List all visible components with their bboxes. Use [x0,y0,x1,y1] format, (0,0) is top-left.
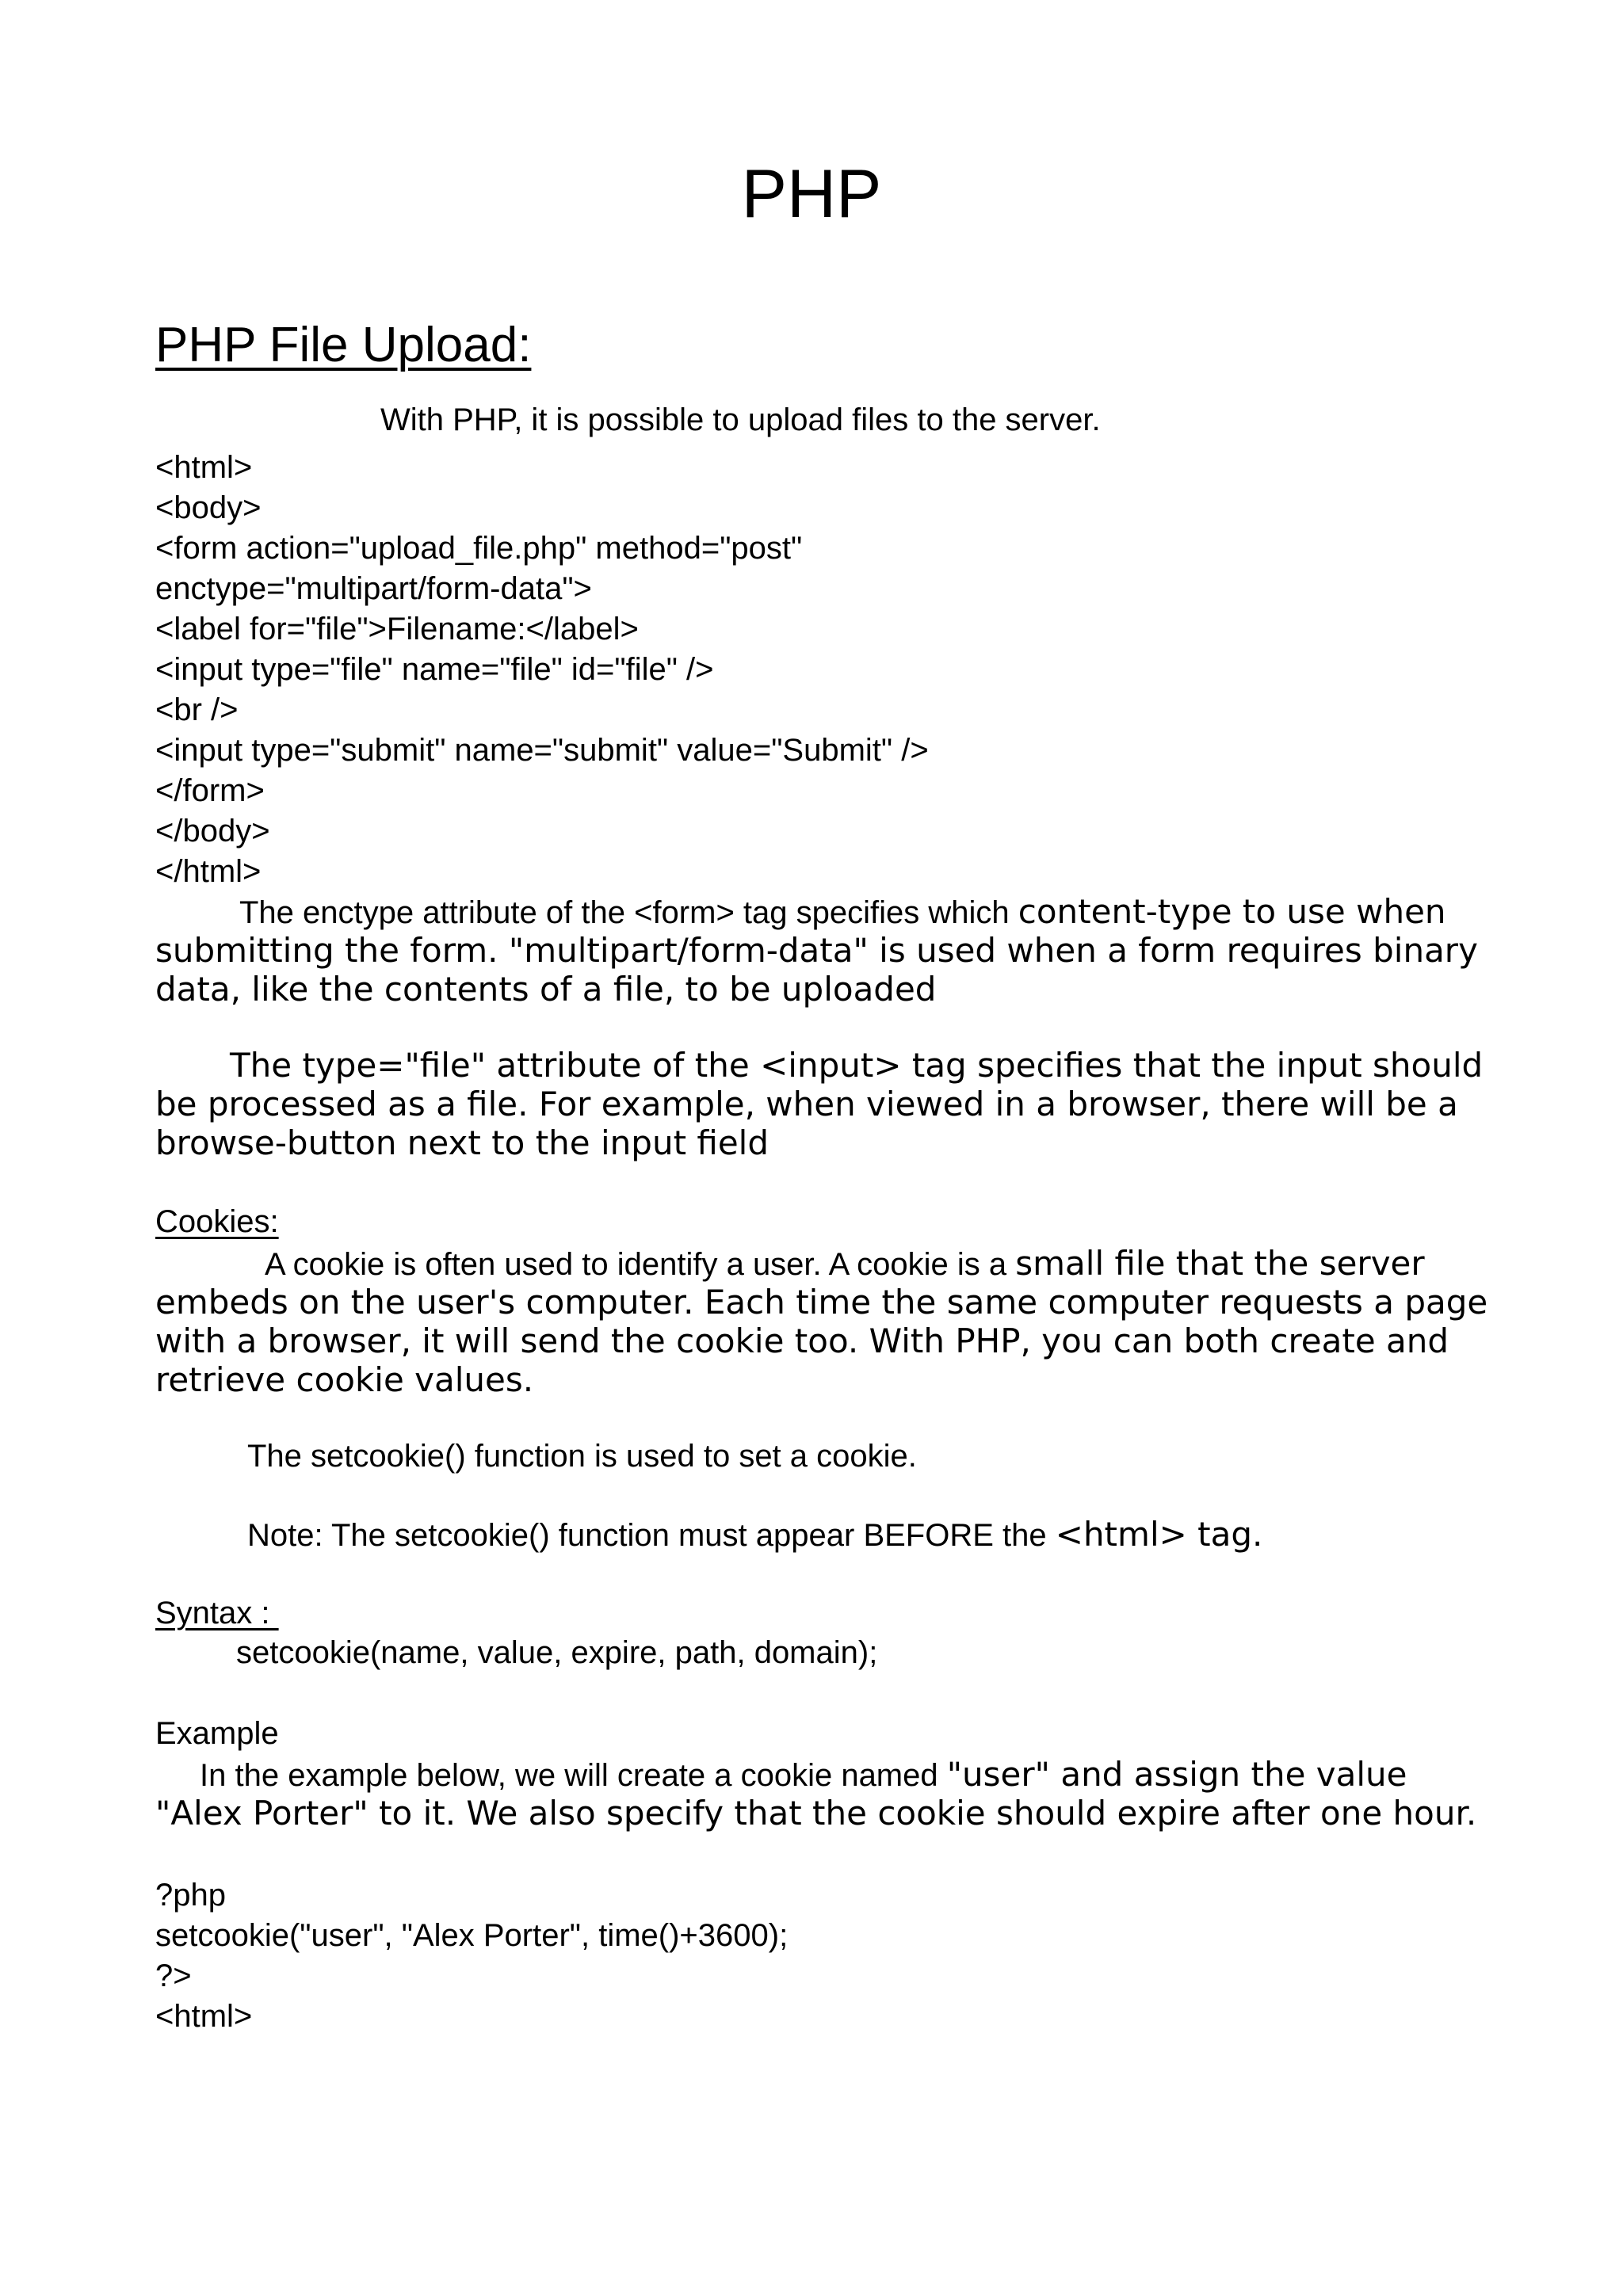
example-text-part: In the example below, we will create a cookie named [200,1758,947,1793]
example-code-line: ?> [155,1958,192,1993]
example-code-line: setcookie("user", "Alex Porter", time()+3600); [155,1918,789,1953]
code-line: <input type="file" name="file" id="file" /> [155,652,714,687]
cookies-text-part: A cookie is often used to identify a user. A cookie is a [265,1247,1016,1282]
note-text-part: <html> tag. [1055,1515,1263,1554]
code-line: enctype="multipart/form-data"> [155,571,592,606]
page-title: PHP [741,156,882,232]
code-line: </body> [155,814,270,849]
code-line: <form action="upload_file.php" method="post" [155,531,803,566]
setcookie-note [247,1515,1262,1554]
code-line: <input type="submit" name="submit" value="Submit" /> [155,733,929,768]
example-code-line: <html> [155,1999,253,2034]
code-line: <br /> [155,692,239,727]
syntax-heading: Syntax : [155,1596,279,1630]
cookies-paragraph-line: retrieve cookie values. [155,1360,534,1399]
cookies-paragraph-line: with a browser, it will send the cookie too. With PHP, you can both create and [155,1322,1449,1360]
code-line: <html> [155,450,253,485]
example-code-line: ?php [155,1878,226,1913]
example-paragraph-line [200,1755,1407,1794]
type-paragraph-line: browse-button next to the input field [155,1123,769,1162]
cookies-text-part: small file that the server [1015,1244,1425,1283]
example-heading: Example [155,1716,279,1751]
example-paragraph-line: "Alex Porter" to it. We also specify that the cookie should expire after one hour. [155,1794,1477,1833]
section-heading-cookies: Cookies: [155,1204,279,1239]
file-upload-intro: With PHP, it is possible to upload files to the server. [380,402,1101,437]
enctype-text-part: content-type to use when [1018,892,1446,931]
cookies-paragraph-line: embeds on the user's computer. Each time the same computer requests a page [155,1283,1488,1322]
code-line: </html> [155,854,262,889]
code-line: <label for="file">Filename:</label> [155,612,639,646]
setcookie-description: The setcookie() function is used to set a cookie. [247,1439,917,1474]
code-line: </form> [155,773,265,808]
section-heading-file-upload: PHP File Upload: [155,318,532,372]
enctype-text-part: The enctype attribute of the <form> tag specifies which [239,895,1018,930]
cookies-paragraph-line [265,1244,1425,1283]
enctype-paragraph-line: data, like the contents of a file, to be uploaded [155,970,937,1009]
code-line: <body> [155,490,262,525]
enctype-paragraph-line [239,892,1446,931]
note-text-part: Note: The setcookie() function must appear BEFORE the [247,1518,1056,1553]
enctype-paragraph-line: submitting the form. "multipart/form-data" is used when a form requires binary [155,931,1478,970]
type-paragraph-line: The type="file" attribute of the <input> tag specifies that the input should [230,1046,1484,1085]
example-text-part: "user" and assign the value [946,1755,1407,1794]
type-paragraph-line: be processed as a file. For example, when viewed in a browser, there will be a [155,1085,1458,1123]
syntax-code: setcookie(name, value, expire, path, domain); [236,1635,878,1670]
